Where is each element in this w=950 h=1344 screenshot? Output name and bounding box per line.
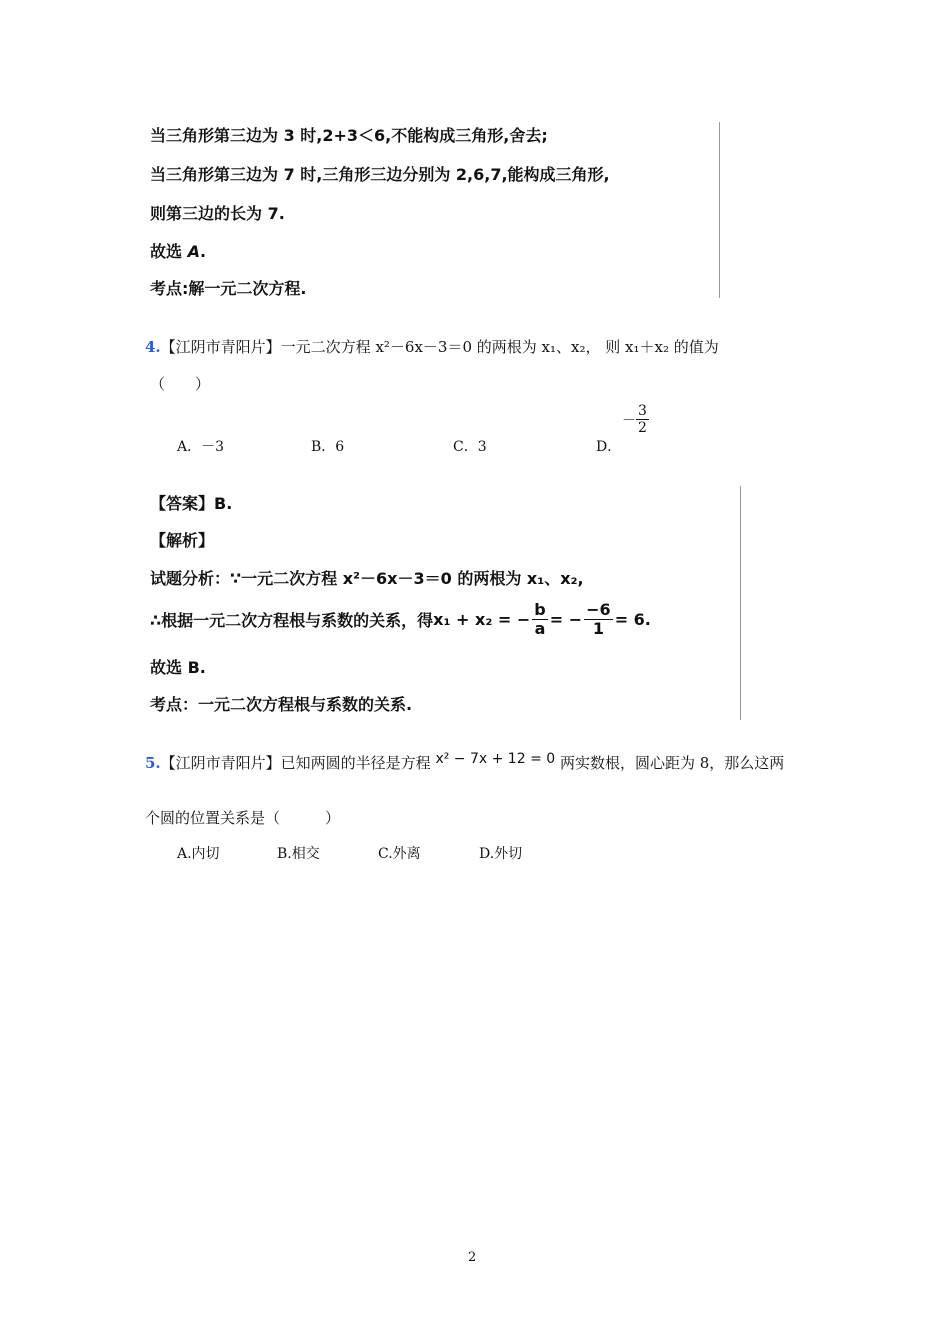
question-5-text-prefix: 【江阴市青阳片】已知两圆的半径是方程: [160, 754, 436, 772]
formula-fraction-2: [584, 599, 613, 638]
option-d-value: [622, 404, 649, 435]
formula-fraction-2-numerator: −6: [586, 599, 611, 619]
question-5-text-suffix: 两实数根，圆心距为 8，那么这两: [555, 754, 785, 772]
solution-line-3: 则第三边的长为 7.: [150, 204, 285, 223]
q5-option-b: B.相交: [277, 846, 320, 862]
formula-mid: = −: [549, 609, 583, 629]
q5-option-a: A.内切: [177, 846, 220, 862]
answer-line: 【答案】B.: [150, 494, 233, 513]
solution-line-4: [150, 239, 206, 262]
formula-fraction-1-numerator: b: [534, 599, 546, 619]
formula-fraction-1: [532, 599, 547, 638]
option-d-numerator: 3: [638, 403, 647, 419]
analysis-line-1: 试题分析：∵一元二次方程 x²－6x－3＝0 的两根为 x₁、x₂,: [150, 569, 584, 588]
option-b: B．6: [311, 439, 345, 455]
option-d-denominator: 2: [638, 420, 647, 436]
analysis-line-2-prefix: ∴根据一元二次方程根与系数的关系，得: [150, 610, 434, 630]
solution-line-5: 考点:解一元二次方程.: [150, 279, 307, 298]
question-4-number: 4.: [145, 338, 161, 356]
choose-prefix: 故选: [150, 242, 188, 261]
formula-fraction-2-denominator: 1: [592, 618, 604, 638]
q5-option-d: D.外切: [479, 846, 523, 862]
formula-rhs: = 6: [614, 609, 645, 629]
formula-fraction-1-denominator: a: [534, 618, 546, 638]
option-a: A．－3: [177, 439, 225, 455]
solution-line-1: 当三角形第三边为 3 时,2+3＜6,不能构成三角形,舍去;: [150, 126, 548, 145]
choose-line: 故选 B.: [150, 658, 206, 677]
formula-lhs: x₁ + x₂ = −: [433, 609, 531, 629]
analysis-line-2: [150, 598, 651, 640]
page-number: 2: [468, 1250, 477, 1265]
kaodian-line: 考点：一元二次方程根与系数的关系.: [150, 695, 413, 714]
question-4-stem: [145, 336, 719, 357]
option-c: C．3: [453, 439, 487, 455]
option-d-label: D．: [596, 439, 622, 455]
q5-option-c: C.外离: [378, 846, 421, 862]
option-d-fraction: [636, 404, 649, 435]
question-5-stem: [145, 752, 784, 773]
question-5-line-2: 个圆的位置关系是（ ）: [145, 809, 341, 827]
option-d-sign: －: [622, 412, 636, 429]
question-4-paren: （ ）: [150, 375, 211, 393]
choose-choice: A: [187, 242, 200, 261]
question-5-equation: x² − 7x + 12 = 0: [435, 751, 556, 767]
vertical-divider: [719, 122, 720, 298]
choose-suffix: .: [199, 242, 207, 261]
question-5-number: 5.: [145, 754, 161, 772]
analysis-title: 【解析】: [150, 531, 215, 550]
vertical-divider-2: [740, 486, 741, 720]
solution-line-2: 当三角形第三边为 7 时,三角形三边分别为 2,6,7,能构成三角形,: [150, 165, 610, 184]
question-4-text: 【江阴市青阳片】一元二次方程 x²－6x－3＝0 的两根为 x₁、x₂， 则 x₁＋x₂ 的值为: [160, 338, 719, 356]
analysis-line-2-suffix: .: [644, 609, 651, 629]
